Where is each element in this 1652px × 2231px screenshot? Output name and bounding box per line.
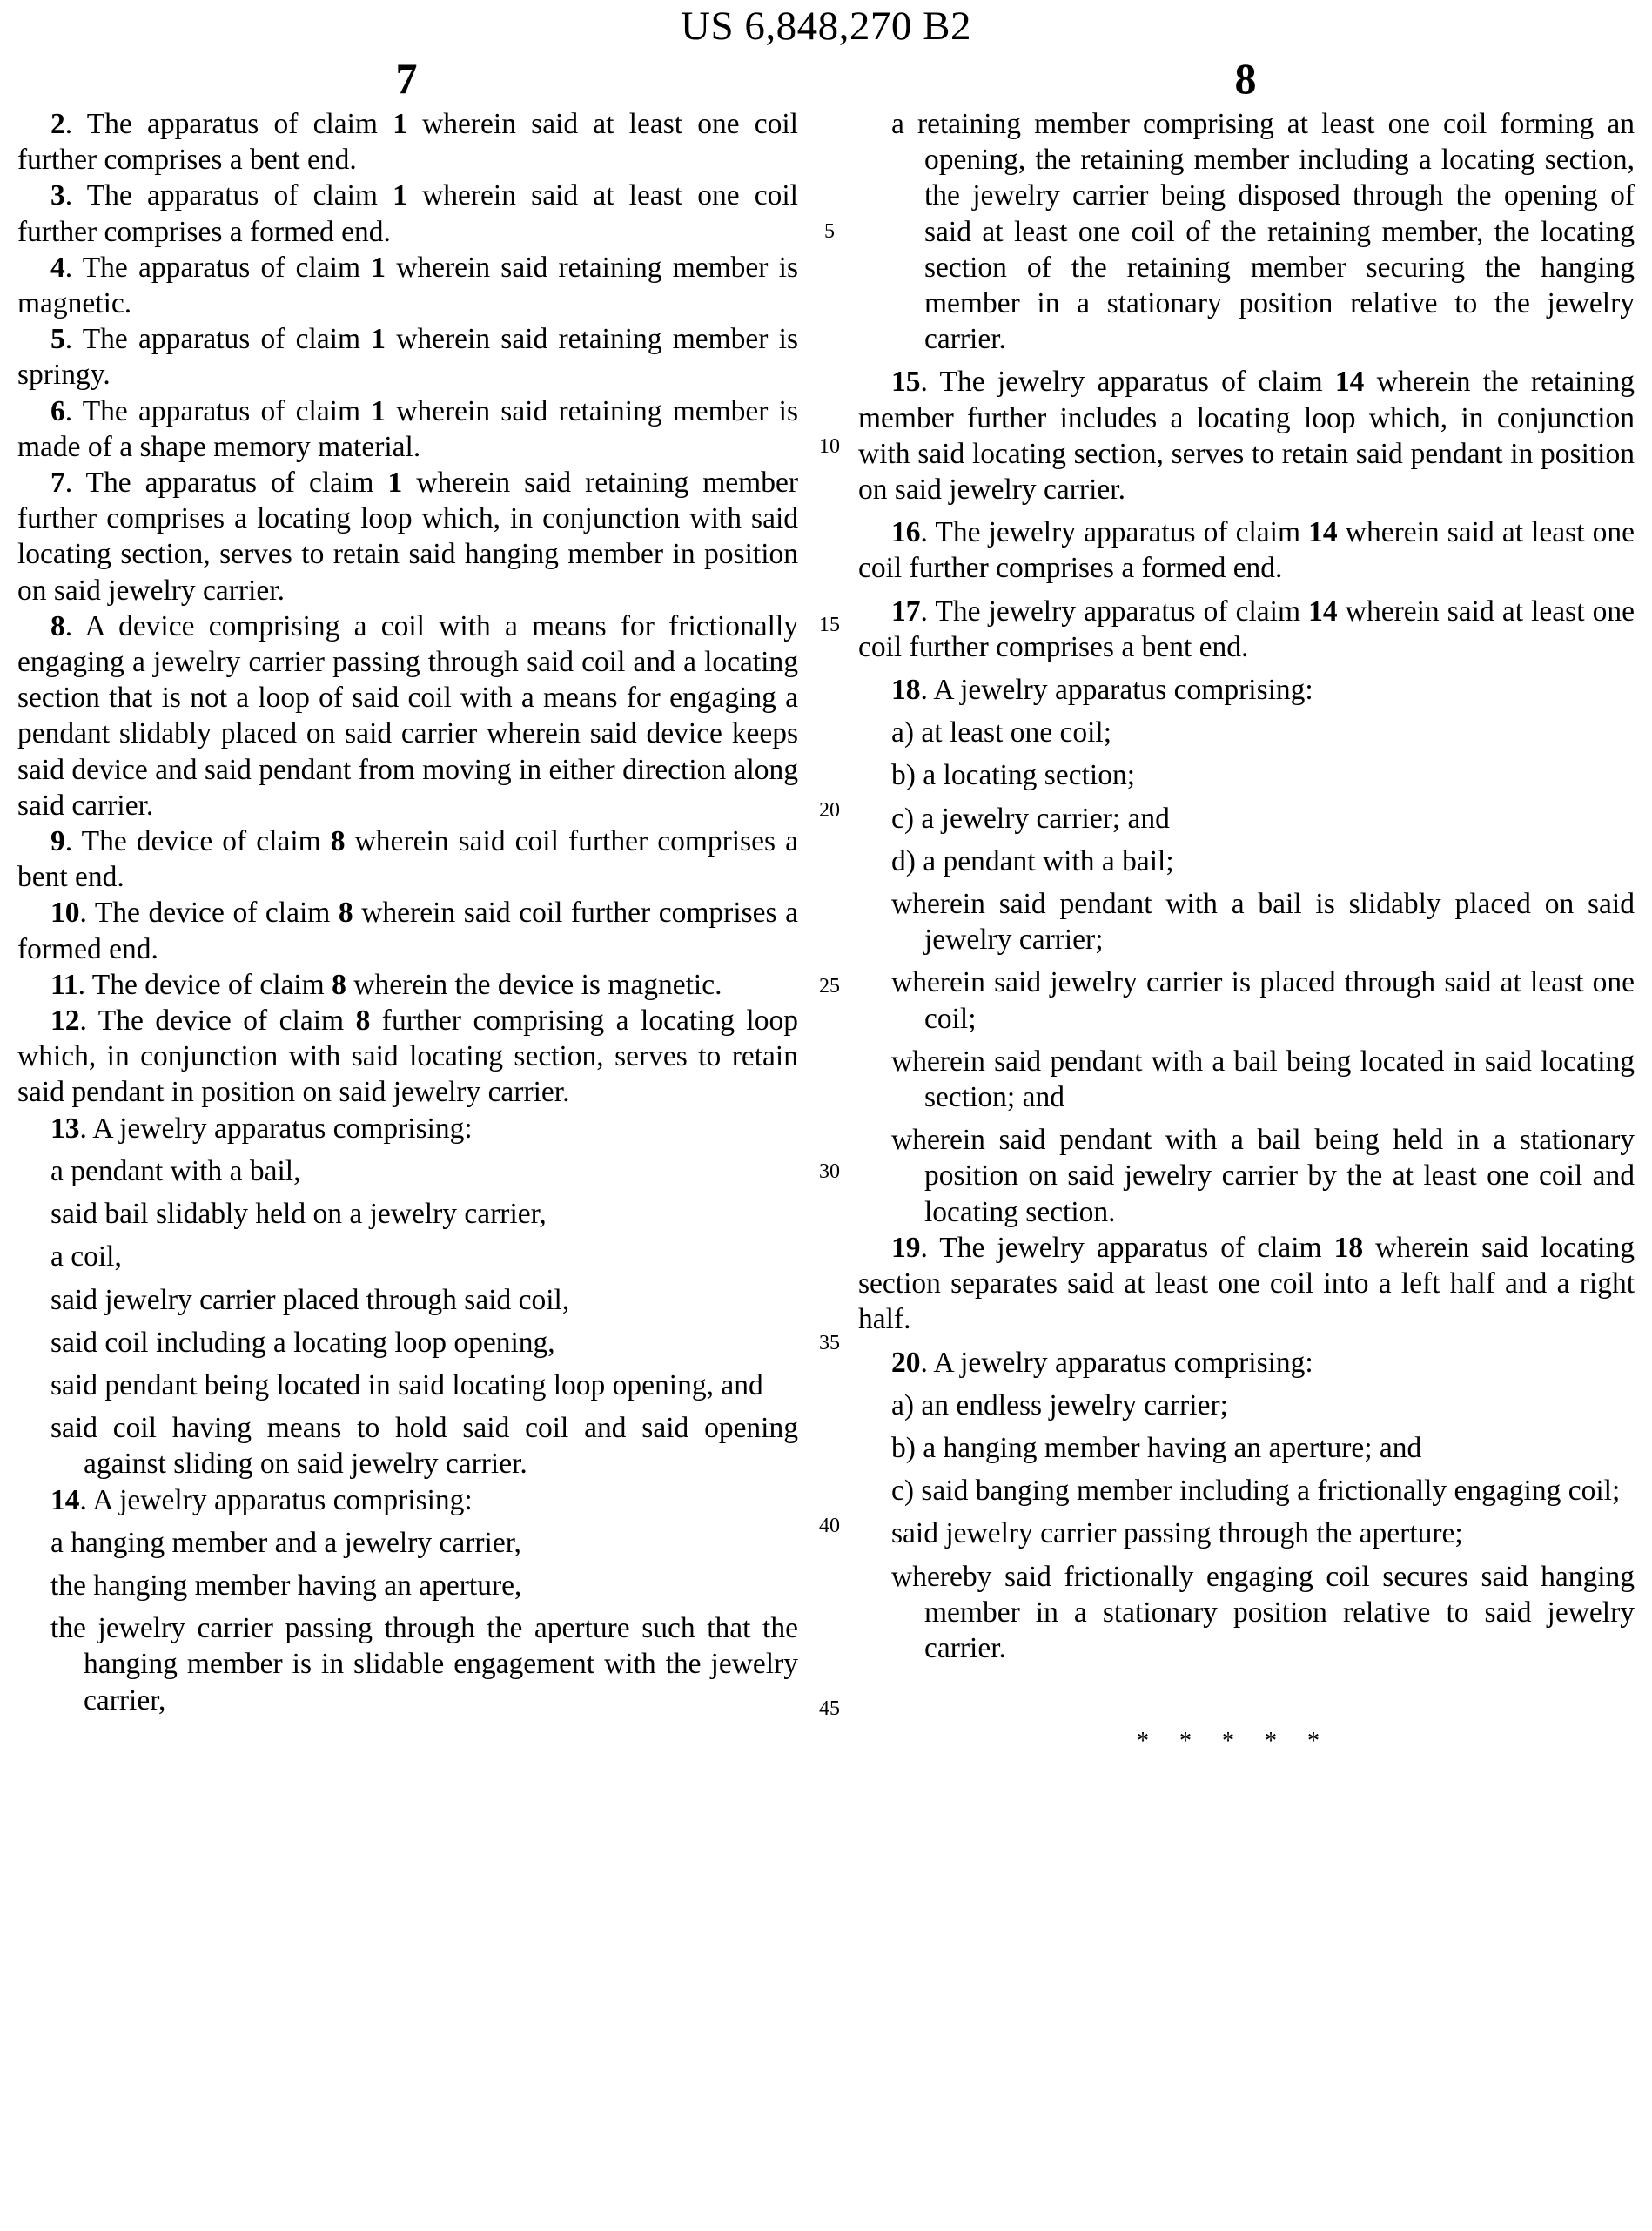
claim-19: 19. The jewelry apparatus of claim 18 wherein said locating section separates said at least one coil into a left half and a right half. bbox=[858, 1231, 1635, 1336]
claim-13-element: said coil having means to hold said coil and said opening against sliding on said jewelry carrier. bbox=[50, 1412, 798, 1481]
claim-14-element: the jewelry carrier passing through the aperture such that the hanging member is in slidable engagement with the jewelry carrier, bbox=[50, 1612, 798, 1717]
column-number-right: 8 bbox=[1234, 54, 1257, 103]
patent-number: US 6,848,270 B2 bbox=[681, 3, 971, 49]
line-number: 25 bbox=[819, 975, 840, 998]
claim-8: 8. A device comprising a coil with a means for frictionally engaging a jewelry carrier passing through said coil and a locating section that is not a loop of said coil with a means for engaging a pendant slidably placed on said carrier wherein said device keeps said device and said pendant from moving in either direction along said carrier. bbox=[17, 609, 798, 822]
line-number: 10 bbox=[819, 435, 840, 458]
line-number: 35 bbox=[819, 1332, 840, 1354]
claim-20-element: c) said banging member including a frictionally engaging coil; bbox=[891, 1475, 1621, 1508]
claim-18-element: wherein said pendant with a bail being located in said locating section; and bbox=[891, 1045, 1635, 1114]
claim-20-element: whereby said frictionally engaging coil secures said hanging member in a stationary position relative to said jewelry carrier. bbox=[891, 1560, 1635, 1664]
claim-2: 2. The apparatus of claim 1 wherein said at least one coil further comprises a bent end. bbox=[17, 108, 798, 177]
left-column bbox=[17, 106, 798, 1718]
line-number: 20 bbox=[819, 799, 840, 822]
claim-4: 4. The apparatus of claim 1 wherein said retaining member is magnetic. bbox=[17, 251, 798, 320]
claim-13-element: said jewelry carrier placed through said coil, bbox=[50, 1283, 570, 1316]
claim-13: 13. A jewelry apparatus comprising: bbox=[50, 1112, 473, 1145]
claim-14-element: a hanging member and a jewelry carrier, bbox=[50, 1526, 521, 1559]
claim-18-element: wherein said pendant with a bail being held in a stationary position on said jewelry carrier by the at least one coil and locating section. bbox=[891, 1124, 1635, 1228]
claim-15: 15. The jewelry apparatus of claim 14 wherein the retaining member further includes a locating loop which, in conjunction with said locating section, serves to retain said pendant in position on said jewelry carrier. bbox=[858, 366, 1635, 507]
column-number-left: 7 bbox=[395, 54, 418, 103]
claim-13-element: a pendant with a bail, bbox=[50, 1154, 301, 1187]
claim-13-element: said pendant being located in said locating loop opening, and bbox=[50, 1368, 763, 1401]
claim-12: 12. The device of claim 8 further comprising a locating loop which, in conjunction with said locating section, serves to retain said pendant in position on said jewelry carrier. bbox=[17, 1005, 798, 1109]
line-number: 45 bbox=[819, 1697, 840, 1720]
claim-13-element: said coil including a locating loop opening, bbox=[50, 1326, 555, 1359]
claim-6: 6. The apparatus of claim 1 wherein said retaining member is made of a shape memory material. bbox=[17, 394, 798, 463]
line-number: 5 bbox=[824, 220, 835, 243]
claim-18-element: wherein said pendant with a bail is slidably placed on said jewelry carrier; bbox=[891, 888, 1635, 957]
claim-13-element: a coil, bbox=[50, 1240, 122, 1273]
claim-18-element: d) a pendant with a bail; bbox=[891, 844, 1174, 877]
claim-18-element: a) at least one coil; bbox=[891, 716, 1112, 749]
claim-16: 16. The jewelry apparatus of claim 14 wherein said at least one coil further comprises a formed end. bbox=[858, 516, 1635, 585]
claim-5: 5. The apparatus of claim 1 wherein said retaining member is springy. bbox=[17, 323, 798, 392]
claim-11: 11. The device of claim 8 wherein the device is magnetic. bbox=[50, 968, 722, 1001]
claim-20-element: said jewelry carrier passing through the aperture; bbox=[891, 1517, 1463, 1550]
claim-20: 20. A jewelry apparatus comprising: bbox=[891, 1346, 1313, 1379]
claim-9: 9. The device of claim 8 wherein said coil further comprises a bent end. bbox=[17, 825, 798, 894]
line-number: 15 bbox=[819, 614, 840, 636]
claim-13-element: said bail slidably held on a jewelry carrier, bbox=[50, 1198, 547, 1231]
claim-17: 17. The jewelry apparatus of claim 14 wherein said at least one coil further comprises a bent end. bbox=[858, 595, 1635, 663]
claim-14: 14. A jewelry apparatus comprising: bbox=[50, 1483, 473, 1516]
claim-18-element: wherein said jewelry carrier is placed through said at least one coil; bbox=[891, 966, 1635, 1035]
claim-7: 7. The apparatus of claim 1 wherein said retaining member further comprises a locating loop which, in conjunction with said locating section, serves to retain said hanging member in position on said jewelry carrier. bbox=[17, 467, 798, 607]
claim-18-element: c) a jewelry carrier; and bbox=[891, 802, 1170, 835]
claim-18: 18. A jewelry apparatus comprising: bbox=[891, 674, 1313, 707]
claim-14-continued: a retaining member comprising at least one coil forming an opening, the retaining member including a locating section, the jewelry carrier being disposed through the opening of said at least one coil of the retaining member, the locating section of the retaining member securing the hanging member in a stationary position relative to the jewelry carrier. bbox=[891, 108, 1635, 356]
line-number: 40 bbox=[819, 1515, 840, 1537]
claim-10: 10. The device of claim 8 wherein said coil further comprises a formed end. bbox=[17, 897, 798, 965]
claim-20-element: b) a hanging member having an aperture; and bbox=[891, 1431, 1422, 1464]
line-number: 30 bbox=[819, 1160, 840, 1183]
claim-20-element: a) an endless jewelry carrier; bbox=[891, 1388, 1228, 1421]
right-column bbox=[858, 106, 1635, 1666]
claim-14-element: the hanging member having an aperture, bbox=[50, 1569, 522, 1602]
claim-3: 3. The apparatus of claim 1 wherein said at least one coil further comprises a formed end. bbox=[17, 179, 798, 248]
end-of-document-marker: * * * * * bbox=[1137, 1728, 1320, 1755]
claim-18-element: b) a locating section; bbox=[891, 759, 1136, 792]
